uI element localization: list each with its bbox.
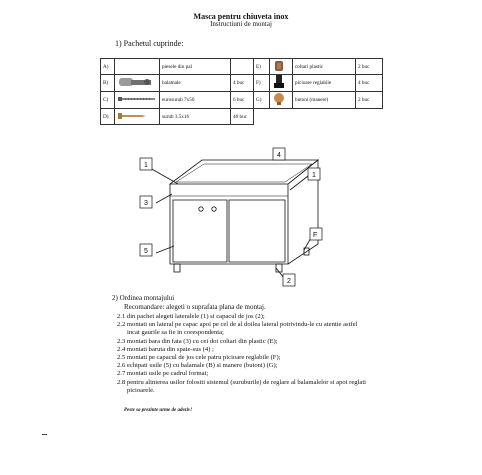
list-item: 2.1 din pachet alegeti lateralele (1) si capacul de jos (2); [117, 313, 265, 320]
part-name: eurosurub 7x50 [160, 92, 231, 109]
table-row [101, 109, 383, 125]
package-contents-heading: 1) Pachetul cuprinde: [115, 39, 184, 48]
part-name: butoni (manere) [293, 92, 356, 109]
table-row [101, 92, 383, 109]
part-name: balamale [160, 75, 231, 92]
part-quantity: 2 buc [356, 59, 383, 75]
part-picture [270, 59, 293, 75]
part-letter: F) [254, 75, 270, 92]
part-quantity [231, 59, 254, 75]
part-picture [115, 59, 160, 75]
label-4: 4 [277, 152, 281, 159]
list-item: 2.7 montati usile pe cadrul format; [117, 370, 209, 378]
part-picture [115, 92, 160, 109]
table-row [101, 59, 383, 75]
list-item: 2.8 pentru alinierea usilor folositi sistemul (suruburile) de reglare al balamalelor si apoi reglati picioarele. [117, 378, 367, 394]
label-1b: 1 [312, 172, 316, 179]
part-quantity: 4 buc [231, 75, 254, 92]
table-row [101, 75, 383, 92]
label-2: 2 [287, 278, 291, 285]
part-picture [270, 75, 293, 92]
adjustable-leg-icon [272, 75, 286, 89]
small-screw-icon [117, 112, 147, 120]
part-name: surub 3.5x16 [160, 109, 231, 125]
part-letter: G) [254, 92, 270, 109]
parts-table [100, 58, 383, 125]
hinge-icon [117, 75, 155, 89]
part-picture [270, 92, 293, 109]
list-item: 2.4 montati baruta din spate-sus (4) ; [117, 345, 214, 353]
label-3: 3 [144, 200, 148, 207]
part-name: picioare reglabile [293, 75, 356, 92]
plastic-corner-icon [272, 60, 286, 72]
euroscrew-icon [117, 95, 157, 103]
part-quantity: 6 buc [231, 92, 254, 109]
document-subtitle: Instructiuni de montaj [210, 20, 272, 28]
part-letter: B) [101, 75, 115, 92]
part-name: piesele din pal [160, 59, 231, 75]
part-quantity: 4 buc [356, 75, 383, 92]
part-picture [115, 75, 160, 92]
label-5: 5 [144, 248, 148, 255]
part-name: coltari plastic [293, 59, 356, 75]
knob-icon [272, 92, 286, 106]
list-item: 2.2 montati un lateral pe capac apoi pe cel de al doilea lateral potrivindu-le cu atentie astfel incat gaurile sa fie in corespondenta; [117, 321, 358, 337]
document-title: Masca pentru chiuveta inox [193, 12, 289, 21]
assembly-steps [117, 313, 369, 395]
cabinet-assembly-diagram [128, 146, 338, 291]
recommendation-text: Recomandare: alegeti o suprafata plana de montaj. [124, 303, 266, 311]
part-quantity [231, 109, 254, 125]
part-picture [115, 109, 160, 125]
part-quantity-text: 40 buc [233, 113, 247, 120]
list-item: 2.6 echipati usile (5) cu balamale (B) si manere (butoni) (G); [117, 362, 278, 370]
part-letter: C) [101, 92, 115, 109]
adhesive-note: Peste sa prezinte urme de adeziv! [124, 408, 193, 413]
list-item: 2.3 montati bara din fata (3) cu cei doi coltari din plastic (E); [117, 337, 278, 345]
assembly-order-heading: 2) Ordinea montajului [112, 294, 175, 302]
part-letter: A) [101, 59, 115, 75]
scan-mark [42, 434, 47, 435]
part-letter: D) [101, 109, 115, 125]
list-item: 2.5 montati pe capacul de jos cele patru picioare reglabile (F); [117, 354, 281, 362]
part-letter: E) [254, 59, 270, 75]
part-quantity: 2 buc [356, 92, 383, 109]
label-1a: 1 [144, 162, 148, 169]
label-F: F [313, 232, 318, 239]
